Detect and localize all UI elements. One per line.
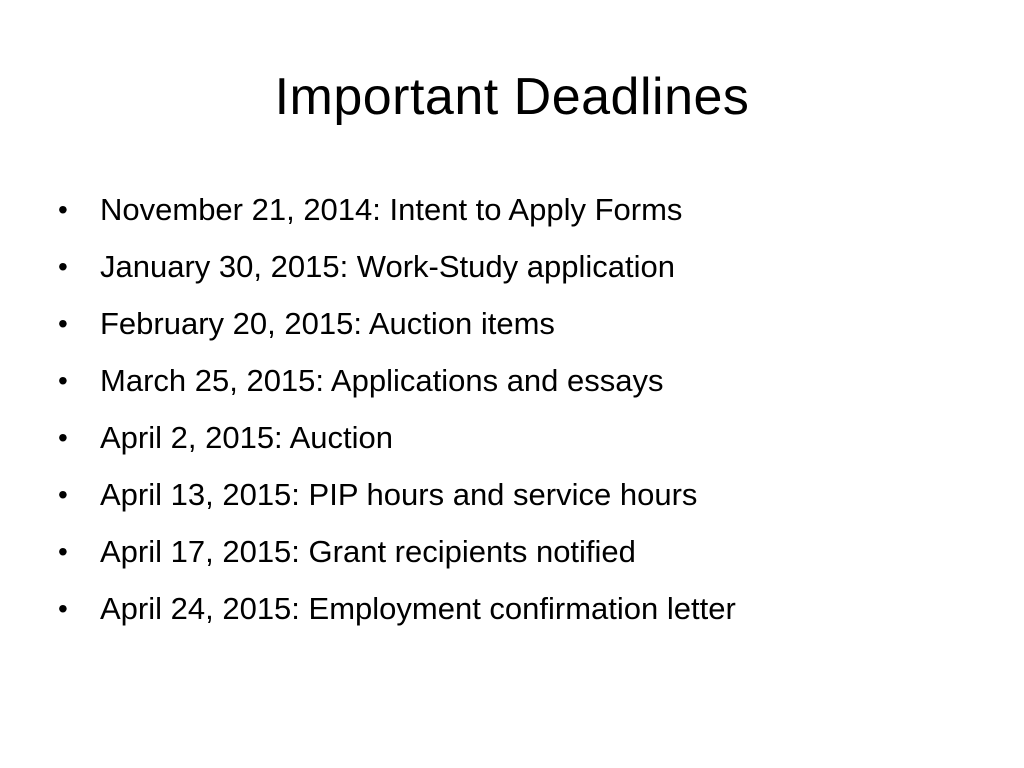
list-item: [58, 414, 998, 471]
bullet-icon: •: [58, 593, 68, 624]
bullet-icon: •: [58, 194, 68, 225]
list-item: [58, 243, 998, 300]
list-item: [58, 300, 998, 357]
bullet-icon: •: [58, 536, 68, 567]
deadline-text: March 25, 2015: Applications and essays: [100, 363, 664, 398]
deadline-text: November 21, 2014: Intent to Apply Forms: [100, 192, 683, 227]
deadline-text: February 20, 2015: Auction items: [100, 306, 555, 341]
bullet-icon: •: [58, 308, 68, 339]
deadline-text: April 13, 2015: PIP hours and service hours: [100, 477, 698, 512]
deadline-text: January 30, 2015: Work-Study application: [100, 249, 675, 284]
list-item: [58, 585, 998, 642]
deadline-text: April 17, 2015: Grant recipients notified: [100, 534, 636, 569]
list-item: [58, 357, 998, 414]
deadline-text: April 2, 2015: Auction: [100, 420, 393, 455]
bullet-icon: •: [58, 422, 68, 453]
list-item: [58, 528, 998, 585]
bullet-icon: •: [58, 479, 68, 510]
list-item: [58, 471, 998, 528]
slide-title: Important Deadlines: [274, 68, 750, 126]
deadline-text: April 24, 2015: Employment confirmation letter: [100, 591, 736, 626]
bullet-icon: •: [58, 251, 68, 282]
deadline-list: [58, 186, 998, 642]
bullet-icon: •: [58, 365, 68, 396]
list-item: [58, 186, 998, 243]
